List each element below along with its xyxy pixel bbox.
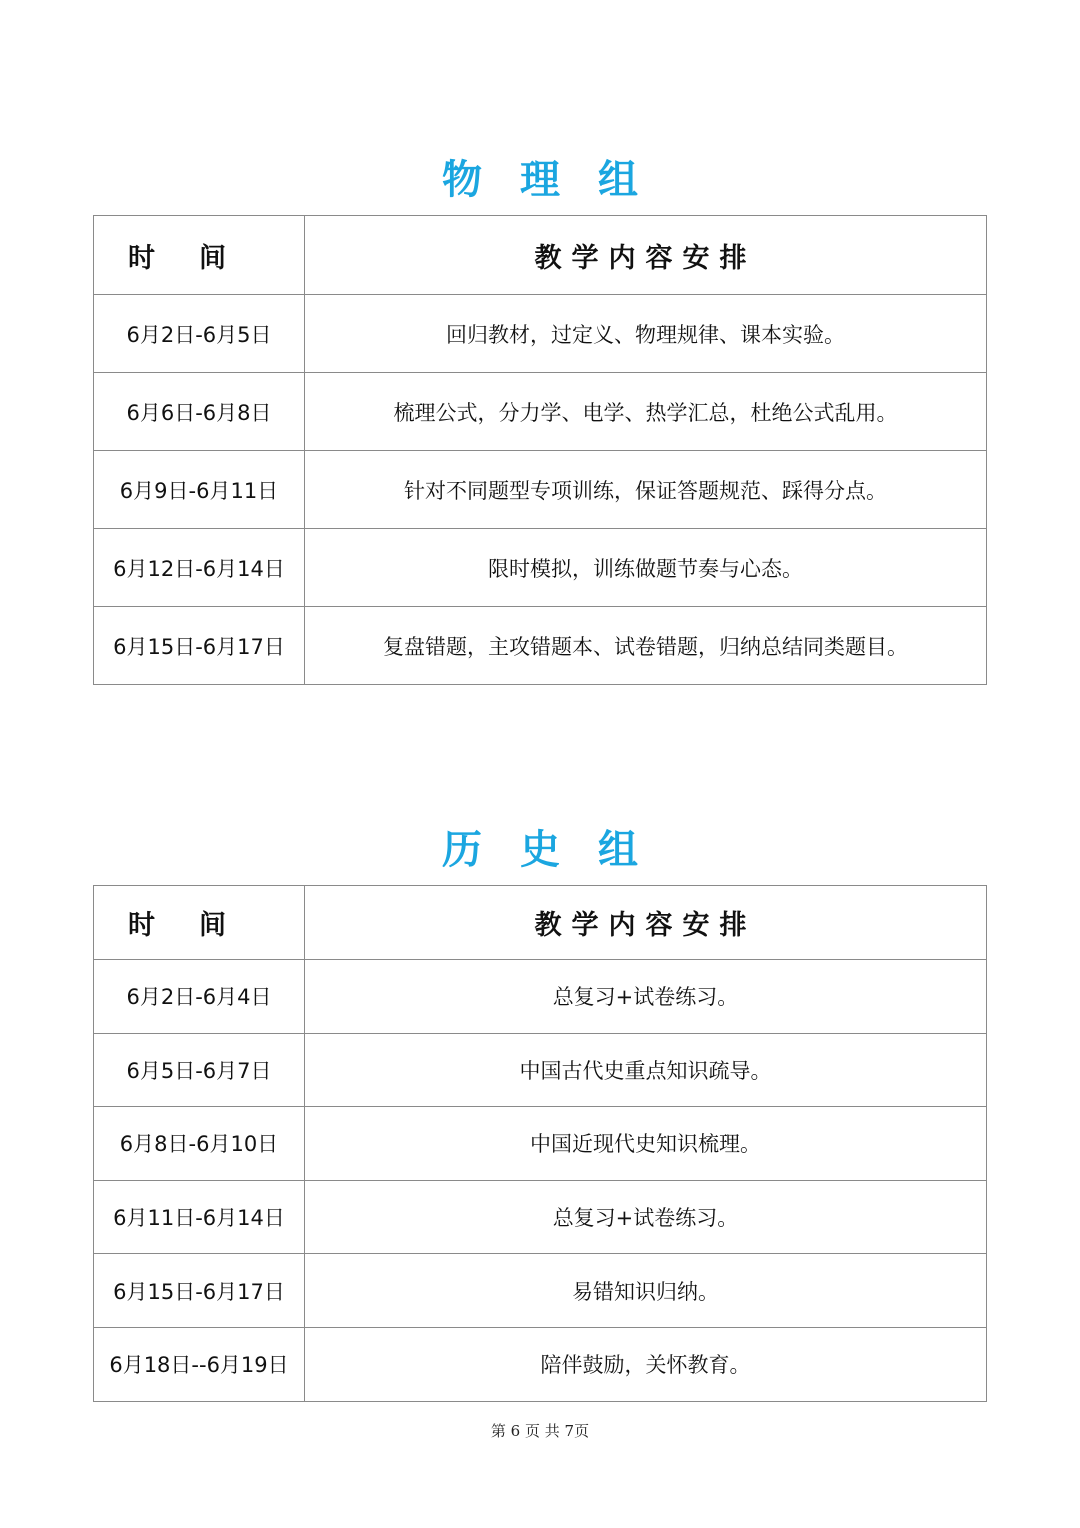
time-cell: 6月18日--6月19日 xyxy=(94,1327,305,1401)
content-cell: 梳理公式，分力学、电学、热学汇总，杜绝公式乱用。 xyxy=(305,373,987,451)
time-cell: 6月15日-6月17日 xyxy=(94,1254,305,1328)
table-row xyxy=(94,451,987,529)
content-cell: 针对不同题型专项训练，保证答题规范、踩得分点。 xyxy=(305,451,987,529)
content-column-header: 教学内容安排 xyxy=(305,886,987,960)
content-cell: 中国近现代史知识梳理。 xyxy=(305,1107,987,1181)
content-cell: 限时模拟，训练做题节奏与心态。 xyxy=(305,529,987,607)
table-row xyxy=(94,373,987,451)
physics-group-title: 物理组 xyxy=(442,157,676,203)
time-cell: 6月5日-6月7日 xyxy=(94,1033,305,1107)
time-cell: 6月6日-6月8日 xyxy=(94,373,305,451)
time-cell: 6月12日-6月14日 xyxy=(94,529,305,607)
content-cell: 总复习+试卷练习。 xyxy=(305,960,987,1034)
time-cell: 6月8日-6月10日 xyxy=(94,1107,305,1181)
content-cell: 回归教材，过定义、物理规律、课本实验。 xyxy=(305,295,987,373)
content-column-header: 教学内容安排 xyxy=(305,216,987,295)
table-row xyxy=(94,607,987,685)
table-row xyxy=(94,1033,987,1107)
time-column-header: 时间 xyxy=(94,216,305,295)
table-row xyxy=(94,1107,987,1181)
table-row xyxy=(94,1327,987,1401)
time-cell: 6月11日-6月14日 xyxy=(94,1180,305,1254)
history-schedule-table xyxy=(93,885,987,1402)
table-header-row xyxy=(94,886,987,960)
content-cell: 总复习+试卷练习。 xyxy=(305,1180,987,1254)
table-row xyxy=(94,960,987,1034)
time-cell: 6月2日-6月4日 xyxy=(94,960,305,1034)
table-row xyxy=(94,529,987,607)
time-cell: 6月15日-6月17日 xyxy=(94,607,305,685)
table-row xyxy=(94,295,987,373)
table-row xyxy=(94,1180,987,1254)
history-group-title: 历史组 xyxy=(442,827,676,873)
physics-schedule-table xyxy=(93,215,987,685)
time-column-header: 时间 xyxy=(94,886,305,960)
content-cell: 易错知识归纳。 xyxy=(305,1254,987,1328)
page-number-footer: 第 6 页 共 7页 xyxy=(490,1422,590,1440)
table-row xyxy=(94,1254,987,1328)
table-header-row xyxy=(94,216,987,295)
content-cell: 复盘错题，主攻错题本、试卷错题，归纳总结同类题目。 xyxy=(305,607,987,685)
time-cell: 6月2日-6月5日 xyxy=(94,295,305,373)
time-cell: 6月9日-6月11日 xyxy=(94,451,305,529)
content-cell: 中国古代史重点知识疏导。 xyxy=(305,1033,987,1107)
content-cell: 陪伴鼓励，关怀教育。 xyxy=(305,1327,987,1401)
